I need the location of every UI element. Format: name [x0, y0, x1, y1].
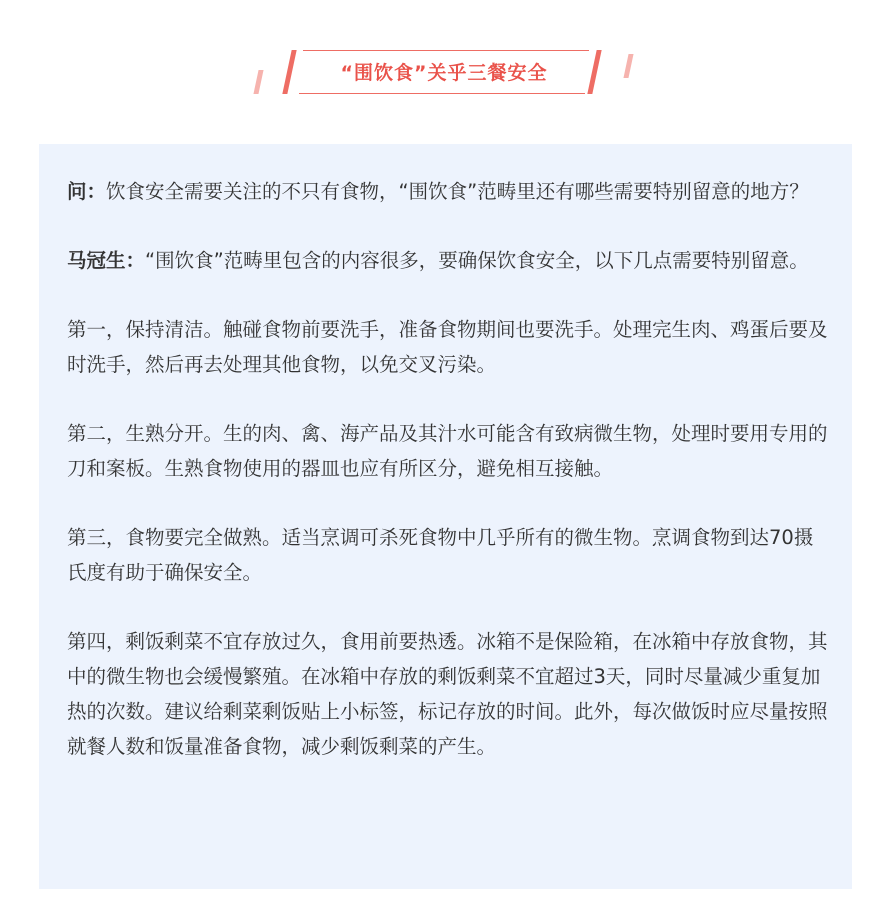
answer-label: 马冠生：	[67, 249, 146, 272]
question-label: 问：	[67, 180, 107, 203]
answer-paragraph	[67, 243, 829, 278]
title-rule-bottom	[299, 93, 585, 94]
point-paragraph-1: 第一，保持清洁。触碰食物前要洗手，准备食物期间也要洗手。处理完生肉、鸡蛋后要及时洗手，然后再去处理其他食物，以免交叉污染。	[67, 318, 828, 376]
title-banner	[0, 40, 885, 110]
section-title: “围饮食”关乎三餐安全	[340, 62, 548, 84]
point-paragraph-2: 第二，生熟分开。生的肉、禽、海产品及其汁水可能含有致病微生物，处理时要用专用的刀和案板。生熟食物使用的器皿也应有所区分，避免相互接触。	[67, 422, 828, 480]
decorative-slash-left	[282, 50, 296, 94]
content-panel	[39, 144, 852, 889]
point-paragraph-4: 第四，剩饭剩菜不宜存放过久，食用前要热透。冰箱不是保险箱，在冰箱中存放食物，其中的微生物也会缓慢繁殖。在冰箱中存放的剩饭剩菜不宜超过3天，同时尽量减少重复加热的次数。建议给剩菜剩饭贴上小标签，标记存放的时间。此外，每次做饭时应尽量按照就餐人数和饭量准备食物，减少剩饭剩菜的产生。	[67, 630, 828, 758]
point-paragraph-3: 第三，食物要完全做熟。适当烹调可杀死食物中几乎所有的微生物。烹调食物到达70摄氏度有助于确保安全。	[67, 526, 814, 584]
title-rule-top	[303, 50, 589, 51]
decorative-slash-left-small	[253, 70, 263, 94]
question-text: 饮食安全需要关注的不只有食物，“围饮食”范畴里还有哪些需要特别留意的地方？	[106, 180, 809, 203]
decorative-slash-right-small	[623, 54, 633, 78]
answer-intro: “围饮食”范畴里包含的内容很多，要确保饮食安全，以下几点需要特别留意。	[145, 249, 809, 272]
article-body	[67, 174, 829, 798]
question-paragraph	[67, 174, 829, 209]
decorative-slash-right	[587, 50, 601, 94]
